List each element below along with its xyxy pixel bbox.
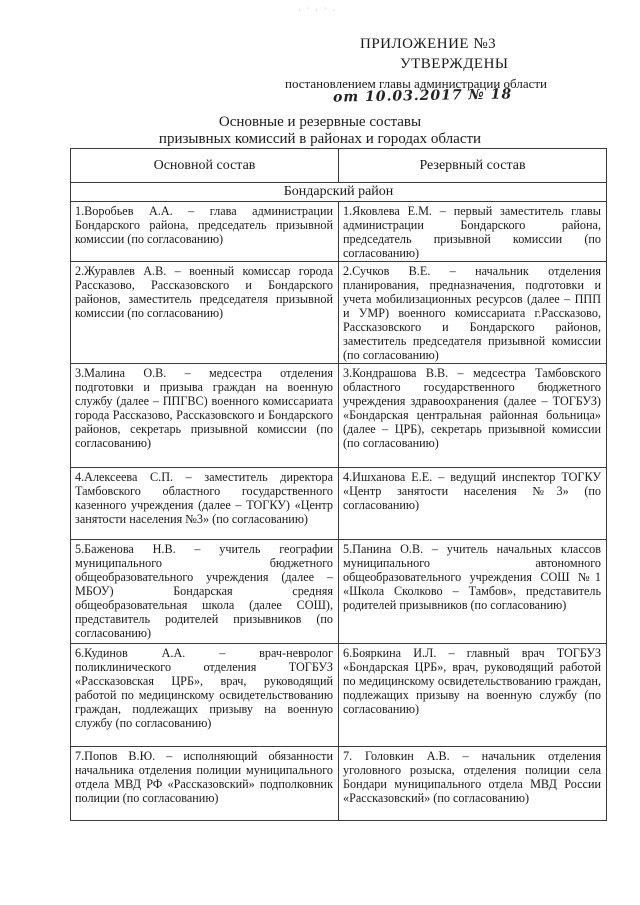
- appendix-label: ПРИЛОЖЕНИЕ №3: [360, 36, 497, 52]
- reserve-member-5: 5.Панина О.В. – учитель начальных классов муниципального автономного общеобразовательного учреждения СОШ №1 «Школа Сколково – Тамбов», представитель родителей призывников (по согласованию): [339, 540, 607, 644]
- main-member-5: 5.Баженова Н.В. – учитель географии муниципального бюджетного общеобразовательного учреждения (далее – МБОУ) Бондарская средняя общеобразовательная школа (далее СОШ), представитель родителей призывников (по согласованию): [71, 540, 339, 644]
- table-row: [71, 468, 607, 540]
- main-member-4: 4.Алексеева С.П. – заместитель директора Тамбовского областного государственного казенного учреждения (далее – ТОГКУ) «Центр занятости населения №3» (по согласованию): [71, 468, 339, 540]
- handwritten-date-number: от 10.03.2017 № 18: [332, 86, 513, 106]
- reserve-member-4: 4.Ишханова Е.Е. – ведущий инспектор ТОГКУ «Центр занятости населения №3» (по согласованию): [339, 468, 607, 540]
- reserve-member-3: 3.Кондрашова В.В. – медсестра Тамбовского областного государственного бюджетного учреждения здравоохранения (далее – ТОГБУЗ) «Бондарская центральная районная больница» (далее – ЦРБ), секретарь призывной комиссии (по согласованию): [339, 364, 607, 468]
- column-header-reserve: Резервный состав: [339, 149, 607, 183]
- main-member-2: 2.Журавлев А.В. – военный комиссар города Рассказово, Рассказовского и Бондарского районов, заместитель председателя призывной комиссии (по согласованию): [71, 262, 339, 364]
- document-title-line2: призывных комиссий в районах и городах области: [158, 131, 482, 147]
- table-row: [71, 747, 607, 821]
- main-member-3: 3.Малина О.В. – медсестра отделения подготовки и призыва граждан на военную службу (далее – ППГВС) военного комиссариата города Рассказово, Рассказовского и Бондарского районов, секретарь призывной комиссии (по согласованию): [71, 364, 339, 468]
- reserve-member-7: 7. Головкин А.В. – начальник отделения уголовного розыска, отделения полиции села Бондари муниципального отдела МВД России «Рассказовский» (по согласованию): [339, 747, 607, 821]
- table-row: [71, 364, 607, 468]
- table-row: [71, 262, 607, 364]
- reserve-member-6: 6.Бояркина И.Л. – главный врач ТОГБУЗ «Бондарская ЦРБ», врач, руководящий работой по медицинскому освидетельствованию граждан, подлежащих призыву на военную службу (по согласованию): [339, 644, 607, 747]
- document-title-line1: Основные и резервные составы: [218, 114, 422, 130]
- reserve-member-2: 2.Сучков В.Е. – начальник отделения планирования, предназначения, подготовки и учета мобилизационных ресурсов (далее – ППП и УМР) военного комиссариата г.Рассказово, Рассказовского и Бондарского районов, заместитель председателя призывной комиссии (по согласованию): [339, 262, 607, 364]
- reserve-member-1: 1.Яковлева Е.М. – первый заместитель главы администрации Бондарского района, председатель призывной комиссии (по согласованию): [339, 202, 607, 262]
- approved-label: УТВЕРЖДЕНЫ: [400, 56, 509, 72]
- table-row: [71, 202, 607, 262]
- decree-line: постановлением главы администрации области: [285, 76, 547, 91]
- table-row: [71, 644, 607, 747]
- commission-table: [70, 148, 607, 821]
- table-header-row: [71, 149, 607, 183]
- region-name: Бондарский район: [71, 183, 607, 202]
- main-member-6: 6.Кудинов А.А. – врач-невролог поликлинического отделения ТОГБУЗ «Рассказовская ЦРБ», врач, руководящий работой по медицинскому освидетельствованию граждан, подлежащих призыву на военную службу (по согласованию): [71, 644, 339, 747]
- main-member-7: 7.Попов В.Ю. – исполняющий обязанности начальника отделения полиции муниципального отдела МВД РФ «Рассказовский» подполковник полиции (по согласованию): [71, 747, 339, 821]
- table-row: [71, 540, 607, 644]
- scan-specks: · ˙ · ˙ ·: [298, 6, 338, 15]
- column-header-main: Основной состав: [71, 149, 339, 183]
- main-member-1: 1.Воробьев А.А. – глава администрации Бондарского района, председатель призывной комиссии (по согласованию): [71, 202, 339, 262]
- region-row: [71, 183, 607, 202]
